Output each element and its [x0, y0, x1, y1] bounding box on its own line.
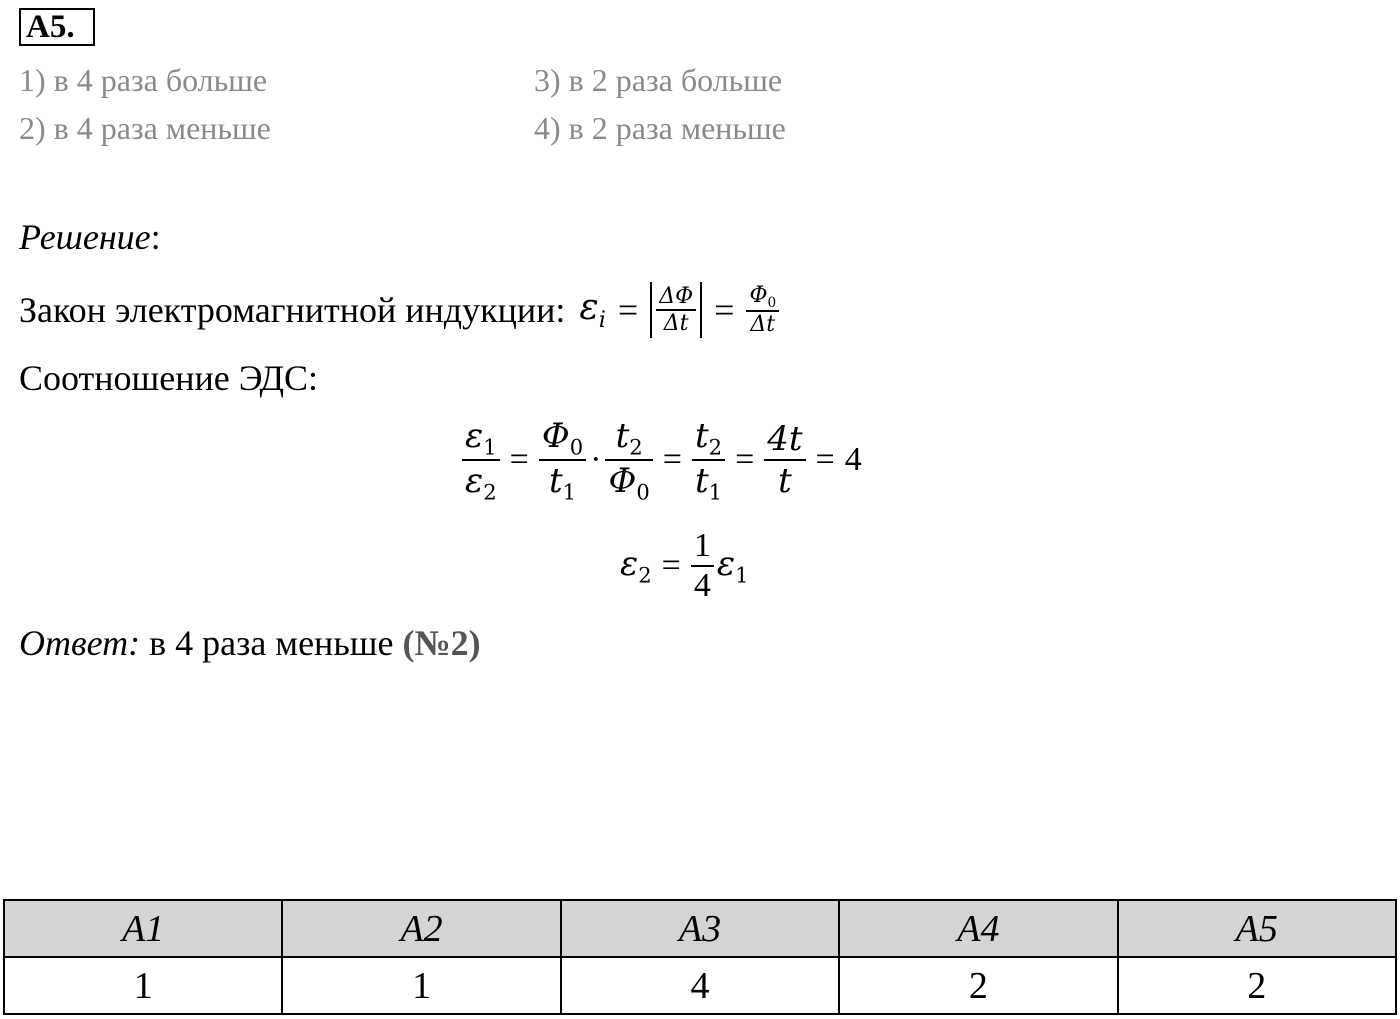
value-cell: 2: [1118, 957, 1396, 1014]
frac-4t-t: $\frac{4t}{t}$: [764, 419, 805, 501]
frac-one-quarter: $\frac{1}{4}$: [691, 527, 714, 605]
law-text: Закон электромагнитной индукции:: [19, 290, 566, 330]
emf-i: $\varepsilon_i$: [579, 287, 606, 333]
answer-number: (№2): [402, 623, 481, 663]
header-cell: А4: [839, 900, 1117, 957]
emf-ratio-equation: $\frac{\varepsilon_1}{\varepsilon_2}$ = $\frac{\Phi_0}{t_1}$ · $\frac{t_2}{\Phi_0}$ = $\frac{t_2}{t_1}$ = $\frac{4t}{t}$ = 4: [462, 410, 862, 510]
answer-label: Ответ:: [19, 623, 141, 663]
law-line: Закон электромагнитной индукции: $\varepsilon_i$ = $\frac{\Delta\Phi}{\Delta t}$ = $\frac{\Phi_0}{\Delta t}$: [19, 270, 779, 350]
task-label: А5.: [19, 8, 95, 46]
phi0-over-dt: $\frac{\Phi_0}{\Delta t}$: [746, 283, 779, 338]
frac-t2-t1: $\frac{t_2}{t_1}$: [692, 416, 725, 505]
frac-phi0-t1: $\frac{\Phi_0}{t_1}$: [539, 416, 586, 505]
eps2-equation: $\varepsilon_2$ = $\frac{1}{4}$ $\varepsilon_1$: [620, 527, 749, 604]
header-cell: А5: [1118, 900, 1396, 957]
answers-table: [3, 899, 1397, 1015]
value-cell: 4: [561, 957, 839, 1014]
answer-text: в 4 раза меньше: [149, 623, 394, 663]
abs-fraction: $\frac{\Delta\Phi}{\Delta t}$: [650, 282, 702, 338]
frac-t2-phi0: $\frac{t_2}{\Phi_0}$: [605, 416, 652, 505]
option-1: 1) в 4 раза больше: [19, 62, 268, 98]
value-cell: 2: [839, 957, 1117, 1014]
header-cell: А2: [282, 900, 560, 957]
answers-table-header: [4, 900, 1396, 957]
option-3: 3) в 2 раза больше: [534, 62, 783, 98]
solution-heading: Решение:: [19, 217, 161, 257]
value-cell: 1: [4, 957, 282, 1014]
header-cell: А1: [4, 900, 282, 957]
answers-table-row: [4, 957, 1396, 1014]
answer-line: [19, 622, 481, 664]
ratio-text: Соотношение ЭДС:: [19, 358, 319, 398]
value-cell: 1: [282, 957, 560, 1014]
frac-eps1-eps2: $\frac{\varepsilon_1}{\varepsilon_2}$: [462, 416, 500, 505]
option-4: 4) в 2 раза меньше: [534, 110, 786, 146]
header-cell: А3: [561, 900, 839, 957]
option-2: 2) в 4 раза меньше: [19, 110, 271, 146]
